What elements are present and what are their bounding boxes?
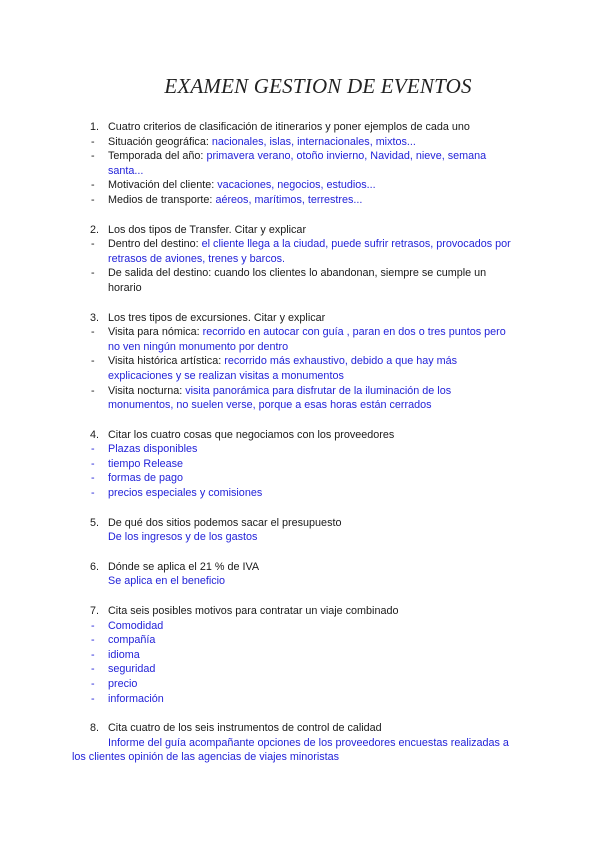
question-number: 3. bbox=[90, 311, 100, 324]
question-number: 1. bbox=[90, 121, 100, 133]
item-answer: vacaciones, negocios, estudios... bbox=[217, 179, 376, 192]
bullet-dash: - bbox=[91, 150, 95, 163]
item-answer: seguridad bbox=[108, 663, 156, 676]
question-text: De qué dos sitios podemos sacar el presupuesto bbox=[108, 516, 342, 529]
item-answer: no ven ningún monumento por dentro bbox=[108, 340, 289, 353]
item-answer: precios especiales y comisiones bbox=[108, 487, 263, 500]
list-item bbox=[0, 266, 600, 281]
list-item bbox=[0, 354, 600, 369]
item-answer: los clientes opinión de las agencias de viajes minoristas bbox=[72, 751, 340, 764]
item-answer: De los ingresos y de los gastos bbox=[108, 531, 258, 544]
item-answer: información bbox=[108, 692, 164, 705]
list-item bbox=[0, 135, 600, 150]
list-item bbox=[0, 193, 600, 208]
bullet-dash: - bbox=[91, 355, 95, 368]
bullet-dash: - bbox=[91, 326, 95, 339]
question-number: 7. bbox=[90, 605, 100, 618]
question-1 bbox=[0, 120, 600, 135]
item-answer: Plazas disponibles bbox=[108, 443, 198, 456]
list-item bbox=[0, 178, 600, 193]
list-item bbox=[0, 648, 600, 663]
item-label: Temporada del año: bbox=[108, 150, 207, 163]
item-answer: aéreos, marítimos, terrestres... bbox=[215, 193, 363, 206]
question-3 bbox=[0, 311, 600, 326]
list-item bbox=[0, 325, 600, 340]
item-answer: retrasos de aviones, trenes y barcos. bbox=[108, 252, 286, 265]
item-answer: recorrido en autocar con guía , paran en dos o tres puntos pero bbox=[202, 326, 506, 339]
question-text: Cita seis posibles motivos para contratar un viaje combinado bbox=[108, 605, 399, 618]
question-text: Los dos tipos de Transfer. Citar y explicar bbox=[108, 223, 307, 236]
item-label: Motivación del cliente: bbox=[108, 179, 218, 192]
bullet-dash: - bbox=[91, 267, 95, 280]
bullet-dash: - bbox=[91, 663, 95, 676]
item-label: Visita nocturna: bbox=[108, 384, 186, 397]
question-8 bbox=[0, 721, 600, 736]
bullet-dash: - bbox=[91, 692, 95, 705]
list-item bbox=[0, 457, 600, 472]
item-answer: monumentos, no suelen verse, porque a esas horas están cerrados bbox=[108, 399, 432, 412]
list-item-continuation bbox=[0, 281, 600, 296]
question-2 bbox=[0, 223, 600, 238]
answer-line bbox=[0, 530, 600, 545]
item-label: Visita para nómica: bbox=[108, 326, 203, 339]
list-item-continuation bbox=[0, 340, 600, 355]
question-number: 2. bbox=[90, 223, 100, 236]
list-item-continuation bbox=[0, 164, 600, 179]
item-answer: nacionales, islas, internacionales, mixtos... bbox=[211, 135, 416, 148]
item-answer: Informe del guía acompañante opciones de los proveedores encuestas realizadas a bbox=[108, 736, 509, 749]
list-item bbox=[0, 384, 600, 399]
item-answer: precio bbox=[108, 678, 138, 690]
question-text: Citar los cuatro cosas que negociamos con los proveedores bbox=[108, 428, 395, 441]
item-answer: explicaciones y se realizan visitas a monumentos bbox=[108, 369, 344, 382]
exam-content bbox=[0, 120, 600, 765]
question-5 bbox=[0, 516, 600, 531]
answer-line-continuation bbox=[0, 750, 600, 765]
question-7 bbox=[0, 604, 600, 619]
bullet-dash: - bbox=[91, 457, 95, 470]
item-label: De salida del destino: cuando los clientes lo abandonan, siempre se cumple un bbox=[108, 267, 487, 280]
item-label: horario bbox=[108, 281, 142, 294]
item-label: Medios de transporte: bbox=[108, 193, 216, 206]
question-4 bbox=[0, 428, 600, 443]
bullet-dash: - bbox=[91, 135, 95, 148]
question-number: 8. bbox=[90, 722, 100, 735]
bullet-dash: - bbox=[91, 487, 95, 500]
list-item bbox=[0, 692, 600, 707]
item-answer: recorrido más exhaustivo, debido a que hay más bbox=[224, 355, 458, 368]
list-item bbox=[0, 486, 600, 501]
list-item-continuation bbox=[0, 369, 600, 384]
list-item bbox=[0, 662, 600, 677]
question-number: 5. bbox=[90, 516, 100, 529]
bullet-dash: - bbox=[91, 472, 95, 485]
question-text: Dónde se aplica el 21 % de IVA bbox=[108, 560, 260, 573]
item-answer: tiempo Release bbox=[108, 457, 184, 470]
bullet-dash: - bbox=[91, 238, 95, 251]
list-item bbox=[0, 442, 600, 457]
question-number: 4. bbox=[90, 428, 100, 441]
list-item bbox=[0, 619, 600, 634]
answer-line bbox=[0, 736, 600, 751]
list-item bbox=[0, 237, 600, 252]
question-text: Cuatro criterios de clasificación de itinerarios y poner ejemplos de cada uno bbox=[108, 121, 470, 133]
item-answer: visita panorámica para disfrutar de la iluminación de los bbox=[185, 384, 452, 397]
bullet-dash: - bbox=[91, 179, 95, 192]
item-answer: compañía bbox=[108, 634, 156, 647]
bullet-dash: - bbox=[91, 634, 95, 647]
list-item bbox=[0, 149, 600, 164]
list-item bbox=[0, 471, 600, 486]
list-item-continuation bbox=[0, 398, 600, 413]
page-title: EXAMEN GESTION DE EVENTOS bbox=[164, 74, 472, 98]
list-item bbox=[0, 677, 600, 692]
bullet-dash: - bbox=[91, 619, 95, 632]
item-label: Dentro del destino: bbox=[108, 238, 202, 251]
item-answer: el cliente llega a la ciudad, puede sufrir retrasos, provocados por bbox=[201, 238, 511, 251]
item-label: Visita histórica artística: bbox=[108, 355, 225, 368]
item-answer: Se aplica en el beneficio bbox=[108, 575, 226, 588]
bullet-dash: - bbox=[91, 193, 95, 206]
item-answer: primavera verano, otoño invierno, Navidad, nieve, semana bbox=[206, 150, 487, 163]
bullet-dash: - bbox=[91, 648, 95, 661]
item-answer: idioma bbox=[108, 648, 140, 661]
item-answer: santa... bbox=[108, 164, 144, 177]
question-6 bbox=[0, 560, 600, 575]
list-item bbox=[0, 633, 600, 648]
item-label: Situación geográfica: bbox=[108, 135, 212, 148]
question-number: 6. bbox=[90, 560, 100, 573]
list-item-continuation bbox=[0, 252, 600, 267]
question-text: Cita cuatro de los seis instrumentos de control de calidad bbox=[108, 722, 382, 735]
item-answer: Comodidad bbox=[108, 619, 164, 632]
bullet-dash: - bbox=[91, 678, 95, 690]
bullet-dash: - bbox=[91, 384, 95, 397]
question-text: Los tres tipos de excursiones. Citar y explicar bbox=[108, 311, 326, 324]
item-answer: formas de pago bbox=[108, 472, 184, 485]
answer-line bbox=[0, 574, 600, 589]
bullet-dash: - bbox=[91, 443, 95, 456]
